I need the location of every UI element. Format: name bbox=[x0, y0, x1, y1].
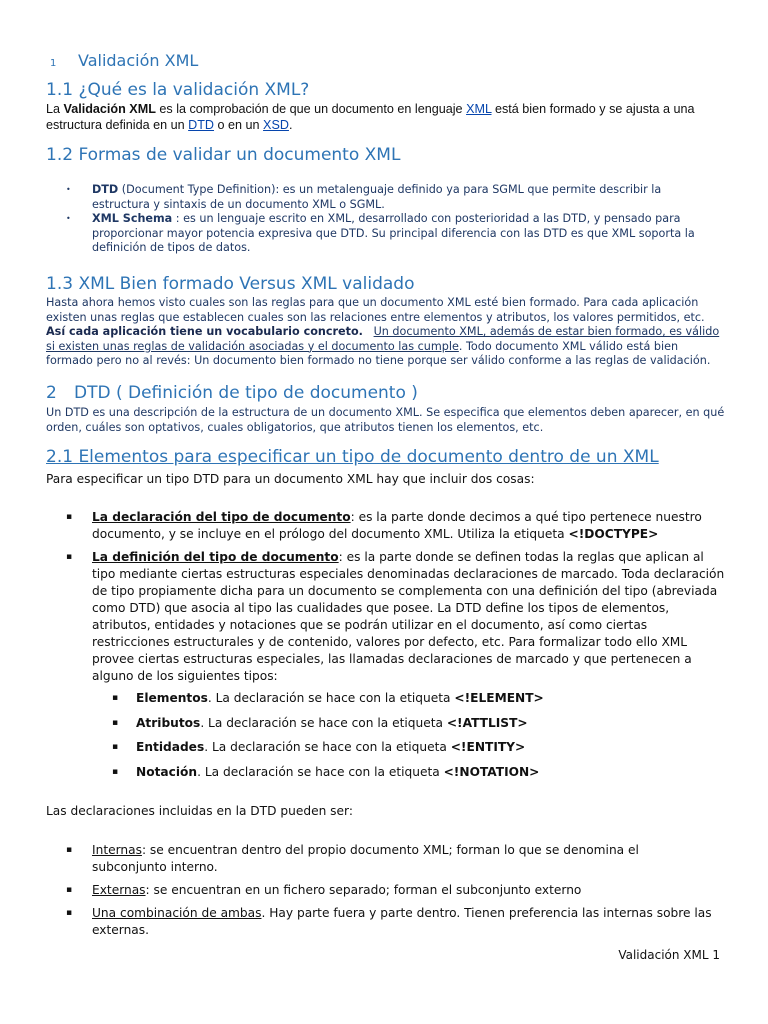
link-dtd[interactable]: DTD bbox=[188, 118, 215, 132]
bold-text: Notación bbox=[136, 764, 198, 779]
bullet-icon: ▪ bbox=[112, 693, 119, 703]
paragraph-2-1-intro: Para especificar un tipo DTD para un documento XML hay que incluir dos cosas: bbox=[46, 472, 535, 486]
paragraph-1-1 bbox=[46, 101, 726, 133]
bullet-icon: ▪ bbox=[66, 885, 73, 895]
list-item bbox=[66, 549, 726, 685]
underlined-text: Externas bbox=[92, 883, 146, 897]
bullet-icon: ▪ bbox=[112, 742, 119, 752]
heading-1-1: 1.1 ¿Qué es la validación XML? bbox=[46, 80, 310, 100]
heading-2 bbox=[46, 383, 418, 403]
list-item bbox=[112, 715, 712, 740]
page-footer: Validación XML 1 bbox=[618, 948, 720, 962]
text: . Todo documento XML válido está bien formado pero no al revés: Un documento bien formado no tiene porque ser válido conforme a las reglas de validación. bbox=[46, 339, 711, 367]
tag-text: <!NOTATION> bbox=[443, 764, 540, 779]
list-item bbox=[66, 212, 702, 256]
heading-1-2: 1.2 Formas de validar un documento XML bbox=[46, 145, 401, 165]
text: : es la parte donde decimos a qué tipo pertenece nuestro documento, y se incluye en el prólogo del documento XML. Utiliza la etiqueta bbox=[92, 510, 702, 541]
text: . bbox=[288, 118, 293, 132]
declaration-types-list bbox=[66, 842, 712, 939]
bullet-icon: • bbox=[66, 214, 71, 223]
bullet-icon: ▪ bbox=[66, 512, 73, 522]
text: o en un bbox=[214, 118, 264, 132]
text: Hasta ahora hemos visto cuales son las reglas para que un documento XML esté bien formado. Para cada aplicación existen unas reglas que establecen cuales son las relaciones entre elementos y atributos, los valores permitidos, etc. bbox=[46, 296, 705, 324]
text: : es un lenguaje escrito en XML, desarrollado con posterioridad a las DTD, y pensado para proporcionar mayor potencia expresiva que DTD. Su principal diferencia con las DTD es que XML soporta la definición de tipos de datos. bbox=[92, 212, 695, 254]
list-item bbox=[112, 739, 712, 764]
heading-2-text: DTD ( Definición de tipo de documento ) bbox=[74, 383, 418, 403]
heading-2-1: 2.1 Elementos para especificar un tipo de documento dentro de un XML bbox=[46, 447, 659, 467]
validation-forms-list bbox=[66, 183, 702, 256]
text: . La declaración se hace con la etiqueta bbox=[204, 740, 451, 754]
underlined-text: Internas bbox=[92, 843, 142, 857]
text: . Hay parte fuera y parte dentro. Tienen preferencia las internas sobre las externas. bbox=[92, 906, 712, 937]
text: está bien formado y se ajusta a una estructura definida en un bbox=[46, 102, 695, 132]
text: . La declaración se hace con la etiqueta bbox=[197, 764, 444, 779]
bold-text: DTD bbox=[92, 183, 119, 196]
list-item bbox=[66, 882, 712, 899]
bullet-icon: ▪ bbox=[66, 845, 73, 855]
bullet-icon: ▪ bbox=[66, 908, 73, 918]
paragraph-declarations-intro: Las declaraciones incluidas en la DTD pueden ser: bbox=[46, 804, 353, 818]
underlined-text: Un documento XML, además de estar bien formado, es válido si existen unas reglas de validación asociadas y el documento las cumple bbox=[46, 325, 720, 353]
heading-1-number: 1 bbox=[50, 58, 57, 69]
paragraph-2: Un DTD es una descripción de la estructura de un documento XML. Se especifica que elementos deben aparecer, en qué orden, cuáles son optativos, cuales obligatorios, que atributos tienen los elementos, etc. bbox=[46, 406, 725, 434]
underlined-text: Una combinación de ambas bbox=[92, 906, 262, 920]
text: : es la parte donde se definen todas la reglas que aplican al tipo mediante ciertas estructuras especiales denominadas declaraciones de marcado. Toda declaración de tipo propiamente dicha para un documento se complementa con una definición del tipo (abreviada como DTD) que asocia al tipo las cualidades que posee. La DTD define los tipos de elementos, atributos, entidades y notaciones que se podrán utilizar en el documento, así como ciertas restricciones estructurales y de contenido, valores por defecto, etc. Para formalizar todo ello XML provee ciertas estructuras especiales, las llamadas declaraciones de marcado y que pertenecen a alguno de los siguientes tipos: bbox=[92, 550, 725, 683]
link-xsd[interactable]: XSD bbox=[263, 118, 289, 132]
text: La bbox=[46, 102, 64, 116]
underlined-bold-text: La declaración del tipo de documento bbox=[92, 510, 351, 524]
bold-text: Validación XML bbox=[63, 102, 156, 116]
tag-text: <!ATTLIST> bbox=[446, 715, 528, 730]
heading-1-3: 1.3 XML Bien formado Versus XML validado bbox=[46, 274, 415, 294]
bold-text: XML Schema bbox=[92, 212, 173, 225]
link-xml[interactable]: XML bbox=[466, 102, 492, 116]
text: . La declaración se hace con la etiqueta bbox=[207, 691, 455, 705]
text: . La declaración se hace con la etiqueta bbox=[200, 715, 447, 730]
list-item bbox=[66, 183, 702, 212]
tag-text: <!ELEMENT> bbox=[454, 691, 544, 705]
tag-text: <!DOCTYPE> bbox=[568, 527, 659, 541]
text: (Document Type Definition): es un metalenguaje definido ya para SGML que permite describir la estructura y sintaxis de un documento XML o SGML. bbox=[92, 183, 662, 211]
bullet-icon: ▪ bbox=[112, 717, 119, 728]
list-item bbox=[66, 509, 726, 543]
markup-declarations-list bbox=[112, 690, 712, 788]
heading-1-text: Validación XML bbox=[78, 51, 199, 70]
paragraph-1-3 bbox=[46, 296, 726, 369]
bullet-icon: ▪ bbox=[112, 766, 119, 777]
bold-text: Elementos bbox=[136, 691, 208, 705]
list-item bbox=[66, 842, 712, 876]
heading-2-number: 2 bbox=[46, 383, 57, 403]
bullet-icon: ▪ bbox=[66, 552, 73, 562]
tag-text: <!ENTITY> bbox=[450, 740, 526, 754]
bold-text: Así cada aplicación tiene un vocabulario concreto. bbox=[46, 325, 363, 338]
text: : se encuentran dentro del propio documento XML; forman lo que se denomina el subconjunto interno. bbox=[92, 843, 639, 874]
list-item bbox=[112, 690, 712, 715]
underlined-bold-text: La definición del tipo de documento bbox=[92, 550, 339, 564]
heading-1 bbox=[50, 51, 198, 70]
text: es la comprobación de que un documento en lenguaje bbox=[155, 102, 467, 116]
text: : se encuentran en un fichero separado; forman el subconjunto externo bbox=[145, 883, 582, 897]
list-item bbox=[66, 905, 712, 939]
bold-text: Atributos bbox=[136, 715, 201, 730]
list-item bbox=[112, 764, 712, 789]
bold-text: Entidades bbox=[136, 740, 205, 754]
bullet-icon: • bbox=[66, 185, 71, 194]
dtd-parts-list bbox=[66, 509, 726, 685]
